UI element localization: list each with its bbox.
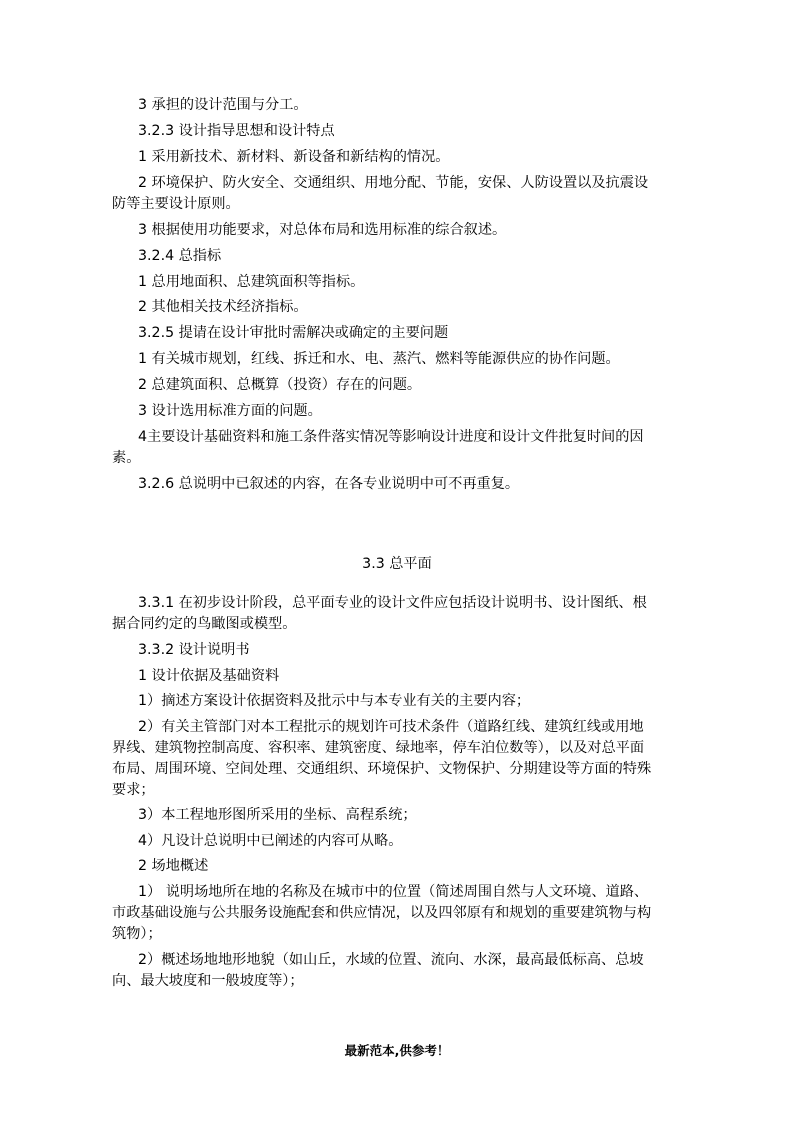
paragraph-line: 2）有关主管部门对本工程批示的规划许可技术条件（道路红线、建筑红线或用地 [138,719,644,735]
paragraph-line: 3 设计选用标准方面的问题。 [138,403,322,419]
subsection-heading-3-2-6: 3.2.6 总说明中已叙述的内容，在各专业说明中可不再重复。 [138,476,520,492]
paragraph-line-continuation: 防等主要设计原则。 [112,196,240,212]
subsection-heading-3-2-3: 3.2.3 设计指导思想和设计特点 [138,123,335,139]
paragraph-line-continuation: 界线、建筑物控制高度、容积率、建筑密度、绿地率，停车泊位数等），以及对总平面 [112,740,645,756]
paragraph-line: 1）摘述方案设计依据资料及批示中与本专业有关的主要内容； [138,693,531,709]
paragraph-line: 1） 说明场地所在地的名称及在城市中的位置（简述周围自然与人文环境、道路、 [138,884,649,900]
subsection-heading-3-2-4: 3.2.4 总指标 [138,248,222,264]
paragraph-line: 4）凡设计总说明中已阐述的内容可从略。 [138,833,403,849]
paragraph-line-continuation: 要求； [112,782,155,798]
paragraph-line: 2 环境保护、防火安全、交通组织、用地分配、节能，安保、人防设置以及抗震设 [138,175,649,191]
paragraph-line: 1 设计依据及基础资料 [138,668,280,684]
paragraph-line: 3 承担的设计范围与分工。 [138,97,308,113]
paragraph-line-continuation: 市政基础设施与公共服务设施配套和供应情况，以及四邻原有和规划的重要建筑物与构 [112,905,652,921]
paragraph-line: 3 根据使用功能要求，对总体布局和选用标准的综合叙述。 [138,222,507,238]
paragraph-line: 1 有关城市规划，红线、拆迁和水、电、蒸汽、燃料等能源供应的协作问题。 [138,351,620,367]
paragraph-line: 1 采用新技术、新材料、新设备和新结构的情况。 [138,149,450,165]
paragraph-line-continuation: 布局、周围环境、空间处理、交通组织、环境保护、文物保护、分期建设等方面的特殊 [112,761,652,777]
paragraph-line-continuation: 素。 [112,450,141,466]
section-heading: 3.3 总平面 [362,556,432,572]
paragraph-line: 2）概述场地地形地貌（如山丘，水域的位置、流向、水深，最高最低标高、总坡 [138,952,644,968]
paragraph-line: 2 其他相关技术经济指标。 [138,299,308,315]
subsection-heading-3-2-5: 3.2.5 提请在设计审批时需解决或确定的主要问题 [138,325,449,341]
paragraph-line: 2 总建筑面积、总概算（投资）存在的问题。 [138,377,422,393]
paragraph-line-continuation: 向、最大坡度和一般坡度等）； [112,973,304,989]
paragraph-line: 2 场地概述 [138,858,209,874]
subsection-heading-3-3-1: 3.3.1 在初步设计阶段，总平面专业的设计文件应包括设计说明书、设计图纸、根 [138,595,647,611]
paragraph-line: 1 总用地面积、总建筑面积等指标。 [138,274,365,290]
paragraph-line: 4主要设计基础资料和施工条件落实情况等影响设计进度和设计文件批复时间的因 [138,429,644,445]
paragraph-line-continuation: 据合同约定的鸟瞰图或模型。 [112,616,297,632]
page-footer: 最新范本,供参考！ [344,1043,450,1058]
paragraph-line: 3）本工程地形图所采用的坐标、高程系统； [138,807,417,823]
subsection-heading-3-3-2: 3.3.2 设计说明书 [138,642,250,658]
paragraph-line-continuation: 筑物）； [112,926,162,942]
